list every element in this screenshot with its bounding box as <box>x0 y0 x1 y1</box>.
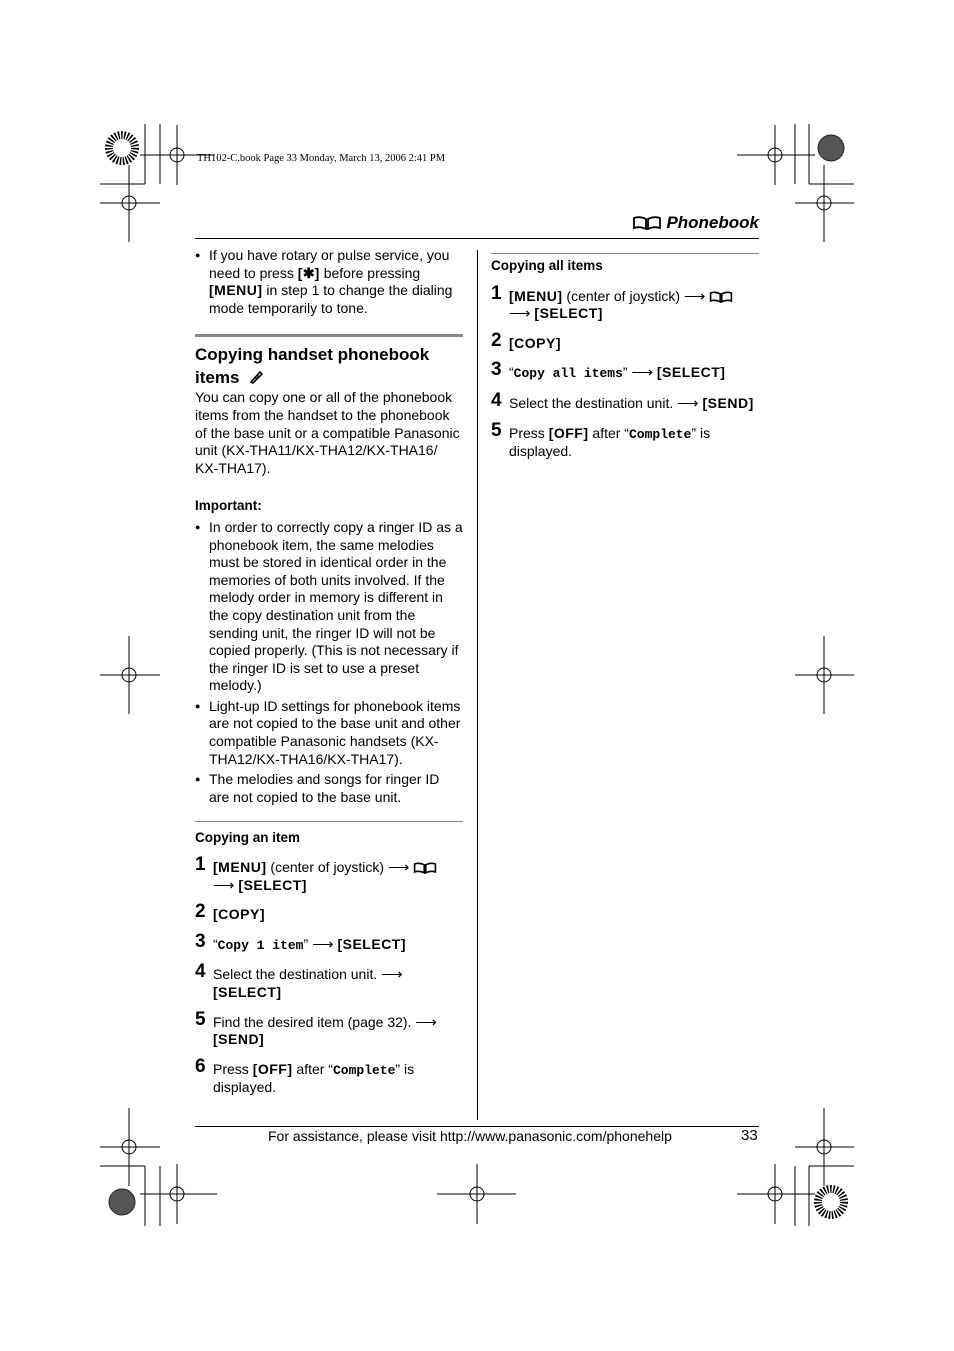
important-label: Important: <box>195 498 262 514</box>
step-1: 1 [MENU] (center of joystick) ⟶ ⟶ [SELECT] <box>491 288 759 323</box>
subsection-rule <box>195 821 463 822</box>
handset-icon <box>248 370 264 384</box>
step-2: 2 [COPY] <box>491 329 561 351</box>
step-5: 5 Press [OFF] after “Complete” is displayed. <box>491 419 711 460</box>
section-rule <box>195 334 463 337</box>
phonebook-icon <box>709 291 733 303</box>
column-divider <box>477 250 478 1120</box>
step-3: 3 “Copy 1 item” ⟶ [SELECT] <box>195 930 407 953</box>
subsection-title: Copying all items <box>491 258 603 273</box>
step-6: 6 Press [OFF] after “Complete” is displayed. <box>195 1055 415 1096</box>
print-info: TH102-C.book Page 33 Monday, March 13, 2006 2:41 PM <box>197 153 446 164</box>
important-bullet: ● In order to correctly copy a ringer ID as a phonebook item, the same melodies must be stored in identical order in the memories of both units involved. If the melody order in memory is different in the copy destination unit from the sending unit, the ringer ID will not be copied properly. (This is not necessary if the ringer ID is set to use a preset melody.) <box>195 519 463 695</box>
section-description: You can copy one or all of the phonebook items from the handset to the phonebook of the base unit or a compatible Panasonic unit (KX-THA11/KX-THA12/KX-THA16/ KX-THA17). <box>195 389 460 476</box>
important-bullet: ● Light-up ID settings for phonebook items are not copied to the base unit and other compatible Panasonic handsets (KX-THA12/KX-THA16/KX-THA17). <box>195 698 463 768</box>
subsection-title: Copying an item <box>195 830 301 846</box>
left-column <box>195 247 463 1097</box>
section-title <box>632 213 759 233</box>
phonebook-icon <box>632 216 662 230</box>
important-bullet: ● The melodies and songs for ringer ID are not copied to the base unit. <box>195 771 463 806</box>
step-2: 2 [COPY] <box>195 901 265 923</box>
section-title-text: Phonebook <box>666 213 759 232</box>
step-4: 4 Select the destination unit. ⟶ [SELECT] <box>195 961 403 1000</box>
page-number: 33 <box>741 1127 758 1144</box>
right-column <box>491 257 759 461</box>
step-5: 5 Find the desired item (page 32). ⟶ [SEND] <box>195 1008 437 1048</box>
header-rule <box>195 238 759 239</box>
star-icon: ✱ <box>302 264 315 281</box>
intro-bullet: ● If you have rotary or pulse service, you need to press [✱] before pressing [MENU] in step 1 to change the dialing mode temporarily to tone. <box>195 247 463 317</box>
footer-help-text: For assistance, please visit http://www.panasonic.com/phonehelp <box>268 1128 672 1144</box>
step-1: 1 [MENU] (center of joystick) ⟶ ⟶ [SELECT] <box>195 859 463 894</box>
subsection-rule <box>491 253 759 254</box>
footer-rule <box>195 1126 759 1127</box>
phonebook-icon <box>413 862 437 874</box>
section-heading: Copying handset phonebook items <box>195 345 430 388</box>
step-4: 4 Select the destination unit. ⟶ [SEND] <box>491 389 754 412</box>
step-3: 3 “Copy all items” ⟶ [SELECT] <box>491 359 726 382</box>
